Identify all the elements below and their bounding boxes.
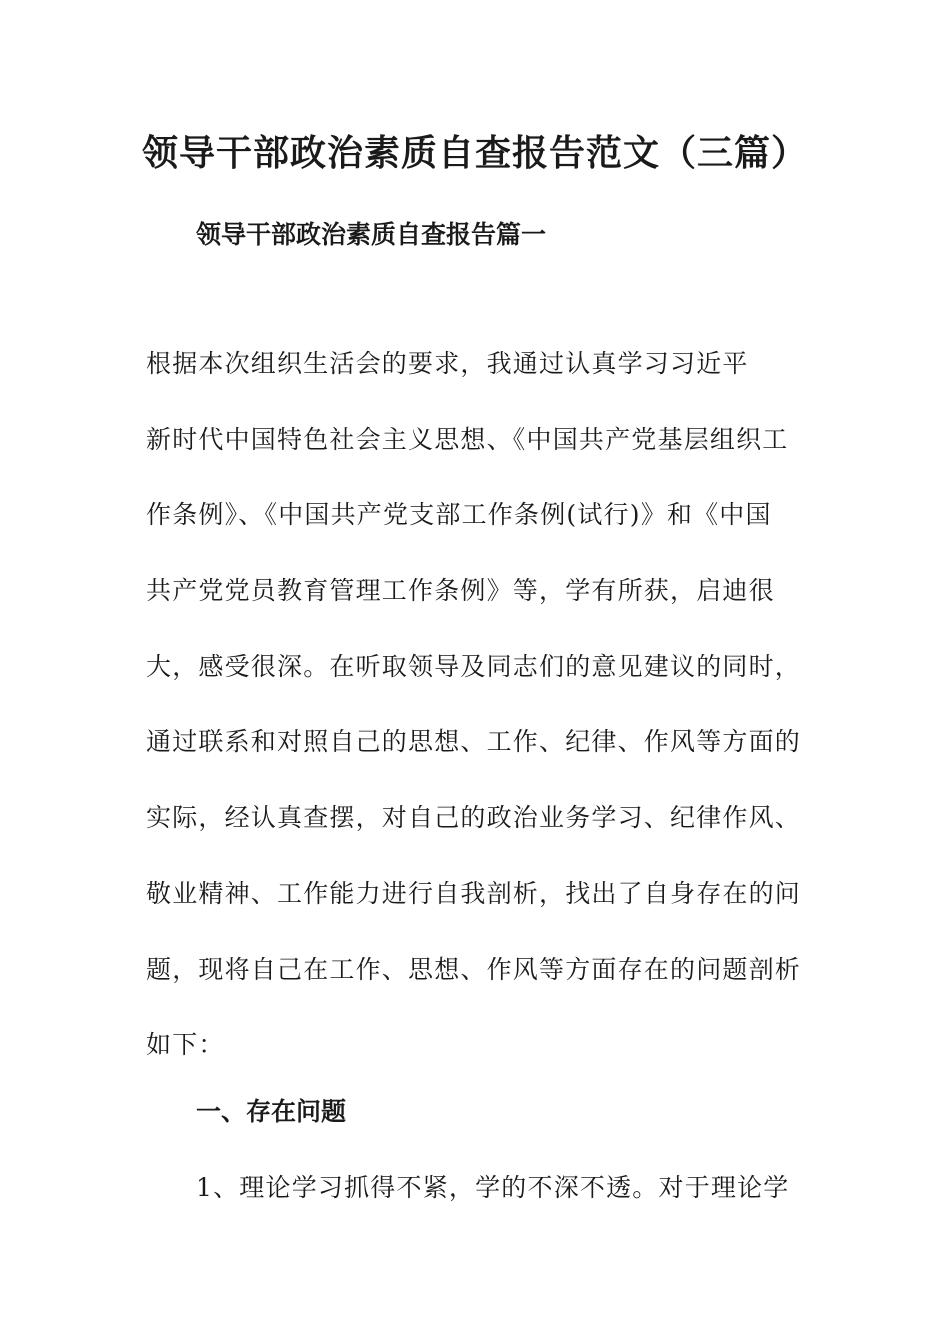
intro-paragraph [146, 342, 802, 1099]
paragraph-line: 敬业精神、工作能力进行自我剖析，找出了自身存在的问 [146, 878, 802, 908]
heading-existing-problems: 一、存在问题 [196, 1097, 347, 1126]
paragraph-line: 实际，经认真查摆，对自己的政治业务学习、纪律作风、 [146, 803, 802, 833]
paragraph-line: 通过联系和对照自己的思想、工作、纪律、作风等方面的 [146, 727, 802, 757]
paragraph-line: 如下： [146, 1030, 225, 1060]
list-item: 1、理论学习抓得不紧，学的不深不透。对于理论学 [196, 1173, 790, 1202]
document-title: 领导干部政治素质自查报告范文（三篇） [141, 132, 808, 174]
paragraph-line: 共产党党员教育管理工作条例》等，学有所获，启迪很 [146, 576, 775, 606]
section-title: 领导干部政治素质自查报告篇一 [196, 220, 547, 249]
paragraph-line: 根据本次组织生活会的要求，我通过认真学习习近平 [146, 349, 749, 378]
paragraph-line: 新时代中国特色社会主义思想、《中国共产党基层组织工 [146, 424, 789, 454]
paragraph-line: 作条例》、《中国共产党支部工作条例(试行)》和《中国 [146, 500, 772, 530]
paragraph-line: 题，现将自己在工作、思想、作风等方面存在的问题剖析 [146, 954, 802, 984]
paragraph-line: 大，感受很深。在听取领导及同志们的意见建议的同时， [146, 651, 802, 681]
